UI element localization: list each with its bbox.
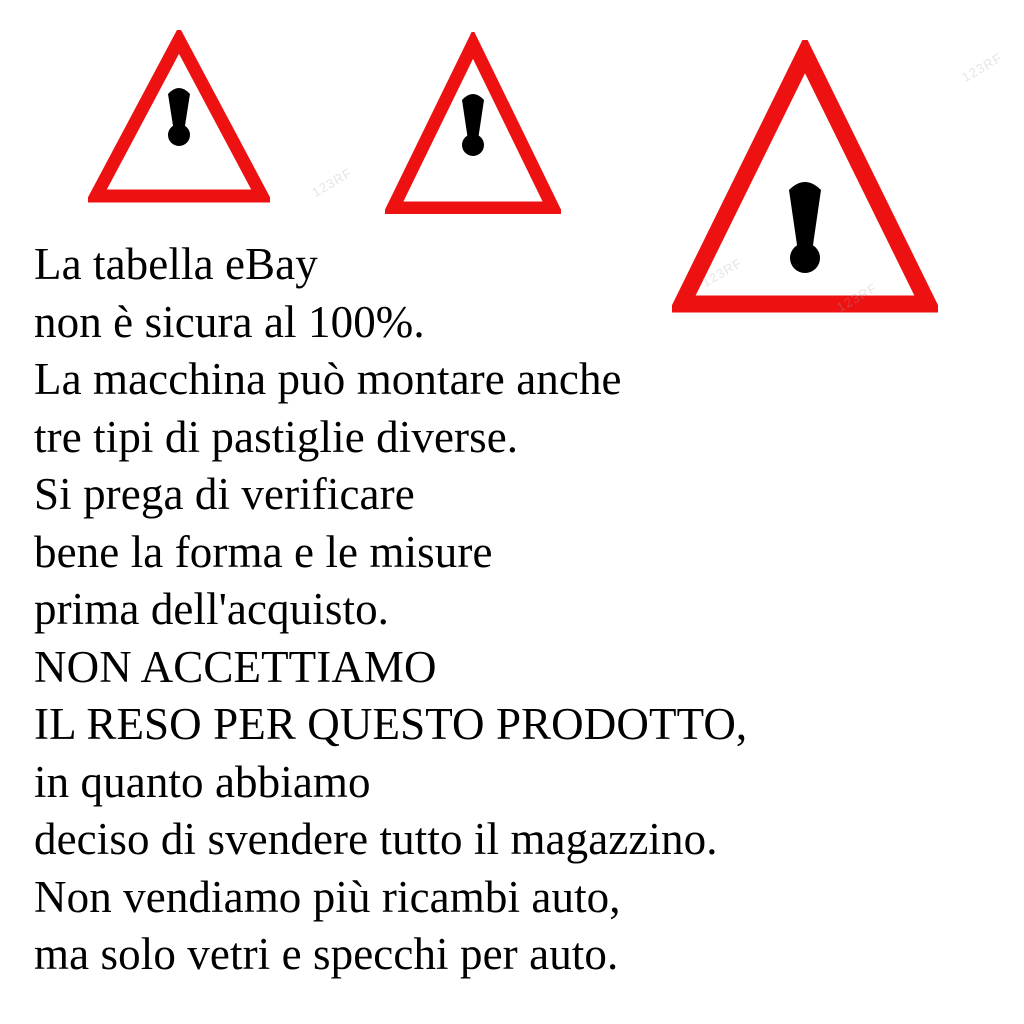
notice-line: ma solo vetri e specchi per auto. xyxy=(34,929,619,979)
notice-line: prima dell'acquisto. xyxy=(34,584,390,634)
watermark-text: 123RF xyxy=(309,164,355,201)
notice-line: deciso di svendere tutto il magazzino. xyxy=(34,814,718,864)
notice-line: Non vendiamo più ricambi auto, xyxy=(34,871,621,922)
notice-line: La tabella eBay xyxy=(34,239,318,289)
watermark-text: 123RF xyxy=(959,49,1005,86)
notice-line: tre tipi di pastiglie diverse. xyxy=(34,411,519,462)
notice-text-block xyxy=(34,236,1014,984)
notice-line: Si prega di verificare xyxy=(34,469,415,519)
notice-line: in quanto abbiamo xyxy=(34,756,371,807)
warning-triangle-small-middle xyxy=(385,32,561,214)
notice-line: non è sicura al 100%. xyxy=(34,296,425,347)
warning-triangle-small-left xyxy=(88,30,270,206)
watermark-text: 123RF xyxy=(699,254,745,291)
watermark-text: 123RF xyxy=(834,279,880,316)
notice-line: bene la forma e le misure xyxy=(34,526,493,577)
notice-line: La macchina può montare anche xyxy=(34,354,622,404)
notice-line: NON ACCETTIAMO xyxy=(34,641,437,692)
notice-line: IL RESO PER QUESTO PRODOTTO, xyxy=(34,699,748,749)
